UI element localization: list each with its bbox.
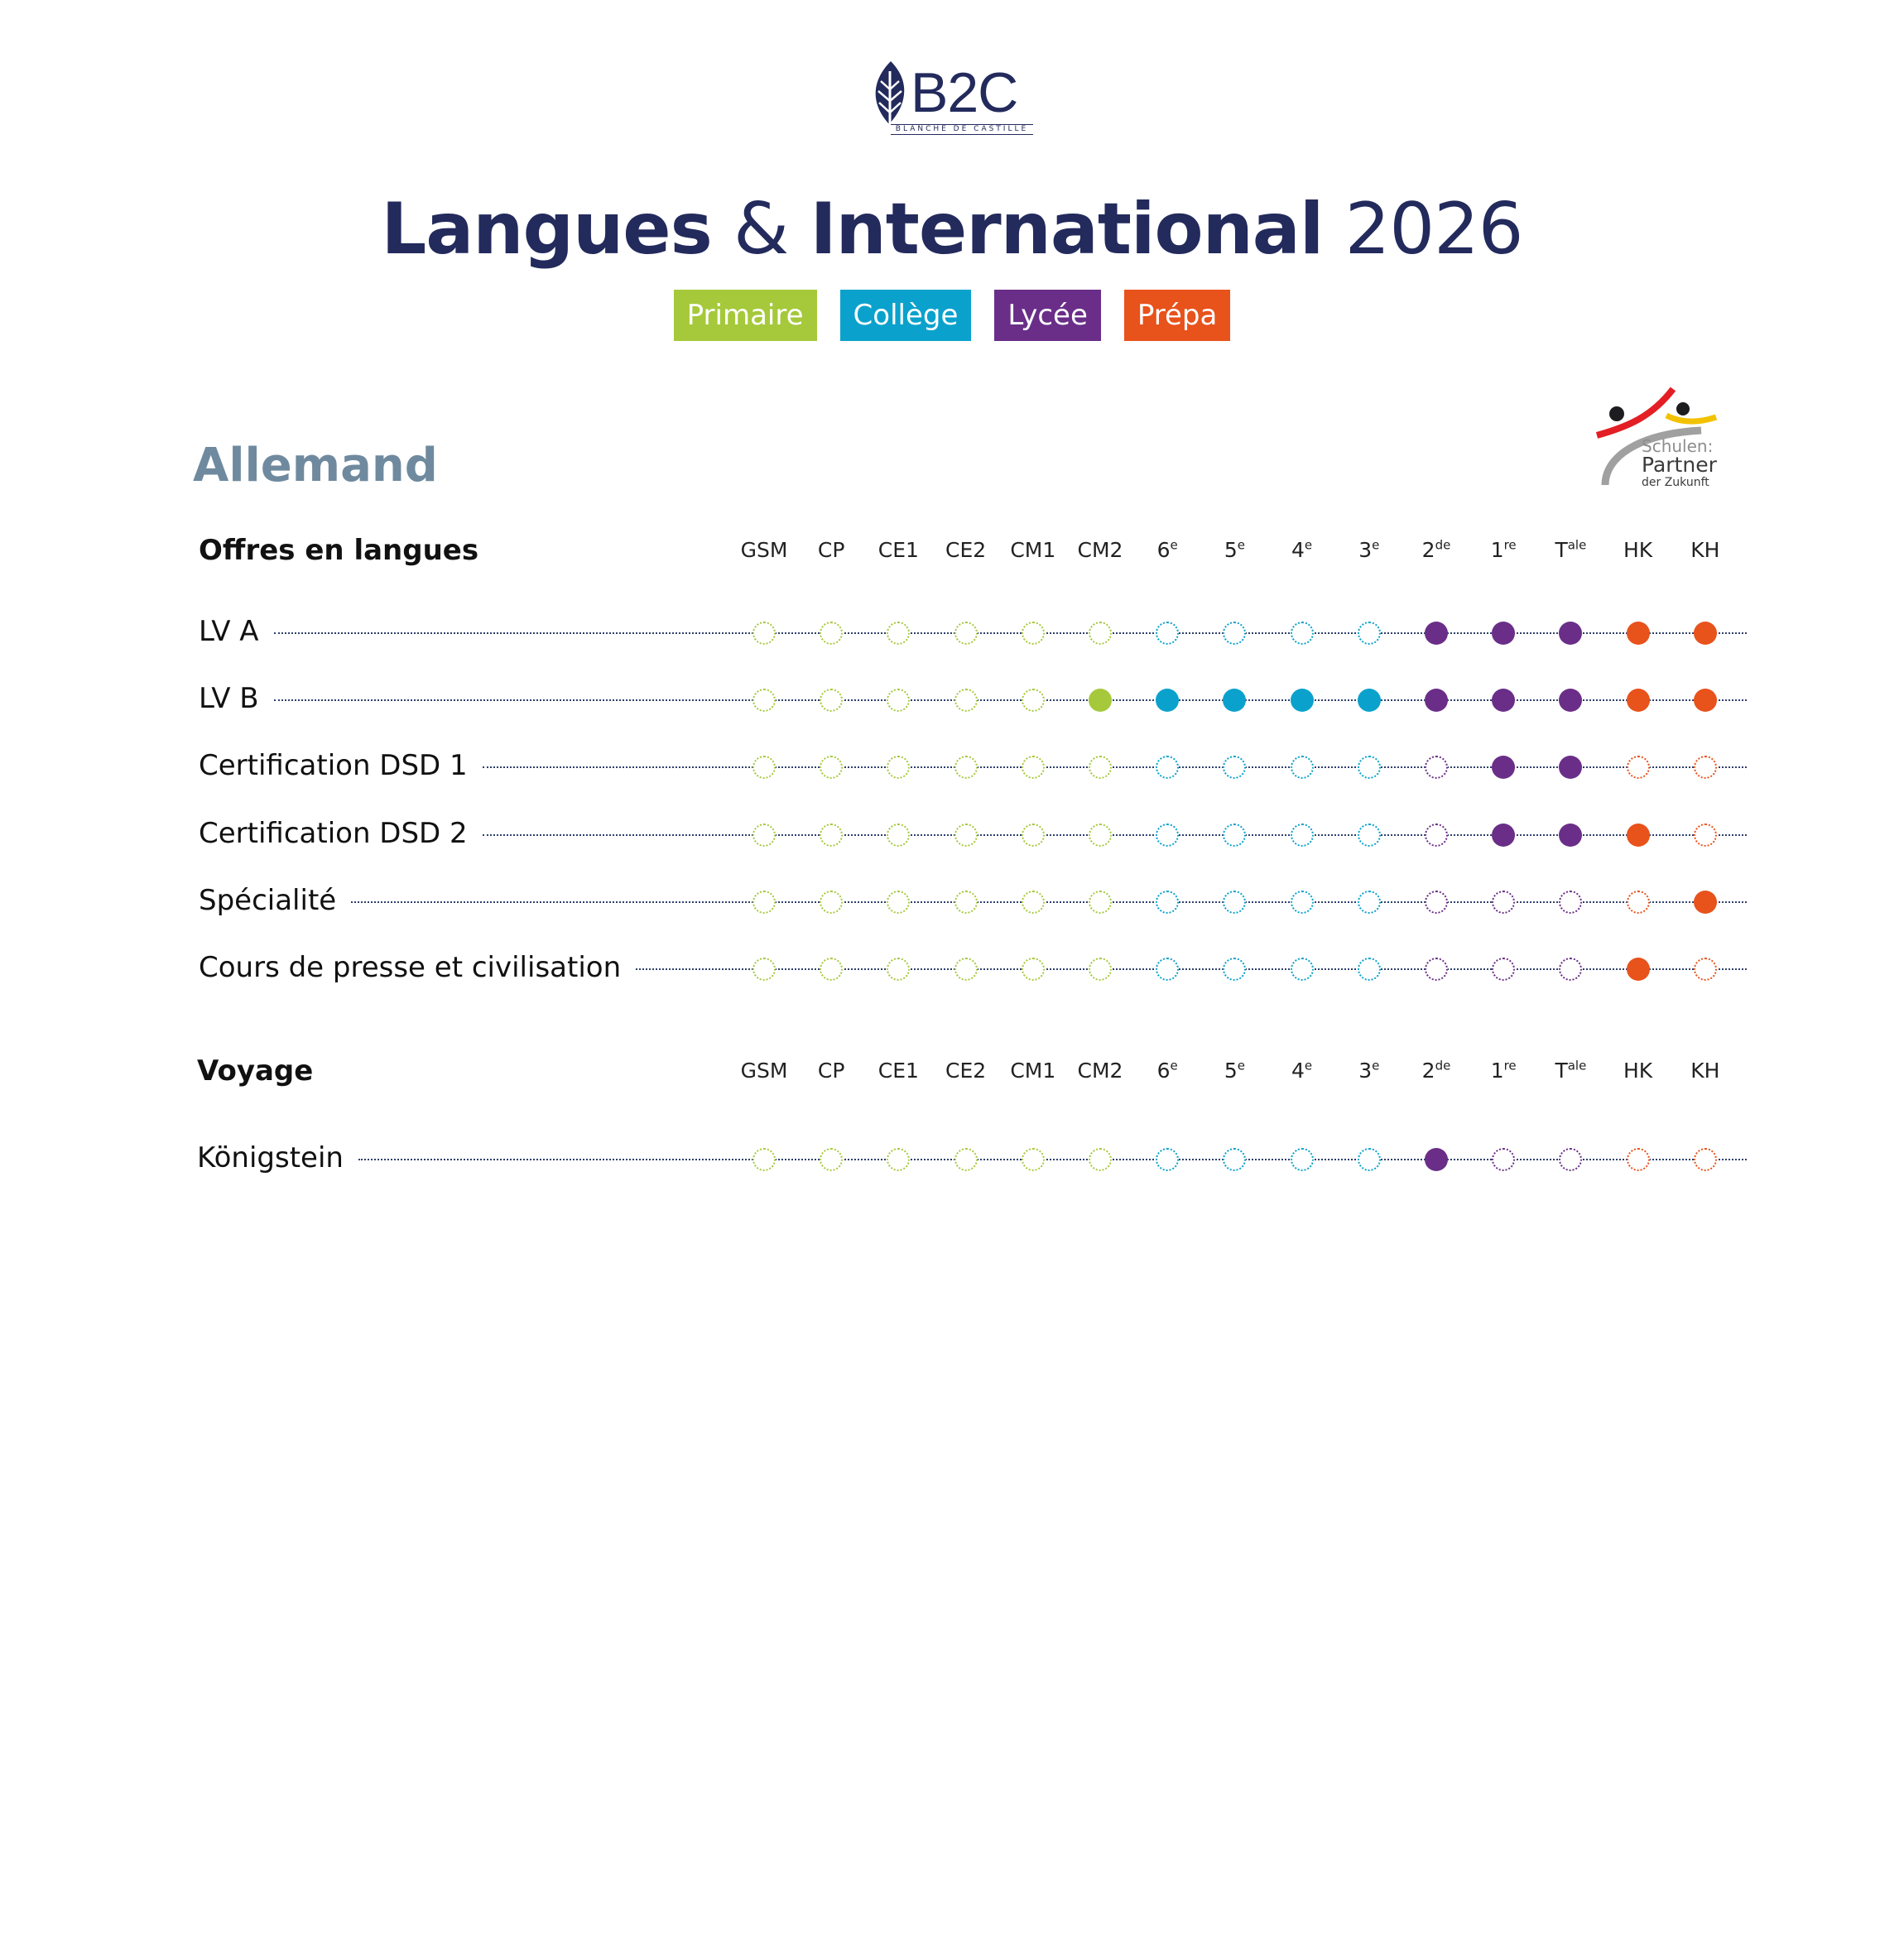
column-header-ce2 bbox=[929, 538, 1003, 563]
offered-dot bbox=[1425, 689, 1448, 712]
column-header-base: 2 bbox=[1421, 538, 1435, 562]
column-header-1re bbox=[1466, 1059, 1541, 1083]
not-offered-dot bbox=[1627, 891, 1650, 914]
not-offered-dot bbox=[1425, 958, 1448, 981]
column-header-base: 3 bbox=[1358, 1059, 1373, 1083]
not-offered-dot bbox=[820, 622, 843, 645]
table-heading: Voyage bbox=[197, 1054, 314, 1088]
offered-dot bbox=[1156, 689, 1179, 712]
column-header-4e bbox=[1265, 538, 1339, 563]
not-offered-dot bbox=[820, 958, 843, 981]
not-offered-dot bbox=[1425, 824, 1448, 847]
column-header-base: CE2 bbox=[945, 1059, 987, 1083]
column-header-kh bbox=[1668, 538, 1743, 563]
column-header-base: 5 bbox=[1224, 538, 1238, 562]
title-word-langues: Langues bbox=[381, 188, 712, 271]
offered-dot bbox=[1559, 824, 1582, 847]
not-offered-dot bbox=[1694, 1148, 1717, 1171]
not-offered-dot bbox=[1156, 622, 1179, 645]
offered-dot bbox=[1492, 689, 1515, 712]
not-offered-dot bbox=[1089, 622, 1112, 645]
not-offered-dot bbox=[752, 824, 776, 847]
column-header-sup: de bbox=[1435, 537, 1451, 553]
row-label: Königstein bbox=[197, 1141, 344, 1174]
row-label: LV A bbox=[199, 615, 259, 648]
not-offered-dot bbox=[1291, 824, 1314, 847]
column-header-kh bbox=[1668, 1059, 1743, 1083]
column-header-ce1 bbox=[861, 538, 935, 563]
badge-prpa: Prépa bbox=[1124, 290, 1230, 341]
column-header-sup: e bbox=[1304, 1058, 1313, 1073]
not-offered-dot bbox=[954, 891, 978, 914]
not-offered-dot bbox=[1627, 1148, 1650, 1171]
not-offered-dot bbox=[1358, 622, 1381, 645]
not-offered-dot bbox=[1089, 958, 1112, 981]
column-header-sup: e bbox=[1372, 537, 1380, 553]
cycle-legend bbox=[0, 290, 1904, 341]
not-offered-dot bbox=[1022, 622, 1045, 645]
not-offered-dot bbox=[1156, 891, 1179, 914]
column-header-cm2 bbox=[1063, 1059, 1137, 1083]
title-ampersand: & bbox=[733, 188, 789, 271]
column-header-base: HK bbox=[1623, 1059, 1653, 1083]
offered-dot bbox=[1694, 689, 1717, 712]
row-leader bbox=[358, 1159, 1747, 1160]
column-header-gsm bbox=[727, 538, 801, 563]
column-header-5e bbox=[1197, 538, 1272, 563]
not-offered-dot bbox=[1223, 891, 1246, 914]
offered-dot bbox=[1425, 622, 1448, 645]
not-offered-dot bbox=[752, 622, 776, 645]
not-offered-dot bbox=[1425, 756, 1448, 779]
offered-dot bbox=[1223, 689, 1246, 712]
column-header-base: CM2 bbox=[1077, 1059, 1123, 1083]
not-offered-dot bbox=[1559, 1148, 1582, 1171]
not-offered-dot bbox=[954, 756, 978, 779]
column-header-2de bbox=[1399, 538, 1474, 563]
not-offered-dot bbox=[954, 1148, 978, 1171]
not-offered-dot bbox=[1089, 756, 1112, 779]
not-offered-dot bbox=[1559, 891, 1582, 914]
offered-dot bbox=[1492, 622, 1515, 645]
not-offered-dot bbox=[1694, 958, 1717, 981]
not-offered-dot bbox=[1492, 891, 1515, 914]
column-header-base: GSM bbox=[740, 1059, 788, 1083]
column-header-6e bbox=[1130, 538, 1204, 563]
column-header-base: 1 bbox=[1490, 538, 1504, 562]
column-header-sup: e bbox=[1237, 537, 1245, 553]
column-header-base: 1 bbox=[1490, 1059, 1504, 1083]
partner-line-1: Schulen: bbox=[1642, 436, 1714, 456]
column-header-cp bbox=[794, 538, 868, 563]
column-header-sup: e bbox=[1170, 1058, 1178, 1073]
page-title bbox=[0, 184, 1904, 275]
row-leader bbox=[351, 901, 1747, 903]
column-header-sup: e bbox=[1372, 1058, 1380, 1073]
not-offered-dot bbox=[752, 958, 776, 981]
not-offered-dot bbox=[1156, 824, 1179, 847]
column-header-1re bbox=[1466, 538, 1541, 563]
column-header-base: 2 bbox=[1421, 1059, 1435, 1083]
offered-dot bbox=[1492, 756, 1515, 779]
table-heading: Offres en langues bbox=[199, 534, 479, 567]
offered-dot bbox=[1627, 622, 1650, 645]
not-offered-dot bbox=[1358, 958, 1381, 981]
column-header-base: T bbox=[1555, 538, 1568, 562]
offered-dot bbox=[1559, 689, 1582, 712]
not-offered-dot bbox=[1291, 891, 1314, 914]
column-header-base: 4 bbox=[1291, 1059, 1305, 1083]
row-leader bbox=[483, 766, 1747, 768]
not-offered-dot bbox=[887, 1148, 910, 1171]
not-offered-dot bbox=[1694, 824, 1717, 847]
column-header-tale bbox=[1533, 538, 1608, 563]
column-header-ce2 bbox=[929, 1059, 1003, 1083]
column-header-base: 5 bbox=[1224, 1059, 1238, 1083]
column-header-2de bbox=[1399, 1059, 1474, 1083]
not-offered-dot bbox=[954, 622, 978, 645]
offered-dot bbox=[1358, 689, 1381, 712]
column-header-base: KH bbox=[1690, 1059, 1720, 1083]
offered-dot bbox=[1425, 1148, 1448, 1171]
badge-collge: Collège bbox=[840, 290, 972, 341]
column-header-hk bbox=[1601, 1059, 1676, 1083]
not-offered-dot bbox=[887, 689, 910, 712]
not-offered-dot bbox=[1022, 756, 1045, 779]
column-header-5e bbox=[1197, 1059, 1272, 1083]
not-offered-dot bbox=[1089, 891, 1112, 914]
not-offered-dot bbox=[1358, 756, 1381, 779]
not-offered-dot bbox=[954, 689, 978, 712]
offered-dot bbox=[1627, 824, 1650, 847]
not-offered-dot bbox=[820, 824, 843, 847]
offered-dot bbox=[1627, 958, 1650, 981]
column-header-base: CE1 bbox=[877, 538, 919, 562]
column-header-base: T bbox=[1555, 1059, 1568, 1083]
not-offered-dot bbox=[1223, 958, 1246, 981]
column-header-base: CE1 bbox=[877, 1059, 919, 1083]
partner-line-2: Partner bbox=[1642, 453, 1717, 477]
title-word-international: International bbox=[810, 188, 1324, 271]
not-offered-dot bbox=[954, 824, 978, 847]
partner-logo bbox=[1594, 387, 1734, 495]
column-header-sup: ale bbox=[1567, 1058, 1587, 1073]
not-offered-dot bbox=[1022, 824, 1045, 847]
not-offered-dot bbox=[752, 756, 776, 779]
column-header-base: 6 bbox=[1156, 538, 1171, 562]
badge-lyce: Lycée bbox=[994, 290, 1100, 341]
leaf-icon bbox=[868, 60, 914, 131]
not-offered-dot bbox=[1022, 891, 1045, 914]
not-offered-dot bbox=[820, 1148, 843, 1171]
not-offered-dot bbox=[820, 689, 843, 712]
not-offered-dot bbox=[887, 622, 910, 645]
column-header-sup: e bbox=[1170, 537, 1178, 553]
column-header-base: KH bbox=[1690, 538, 1720, 562]
column-header-base: CM1 bbox=[1010, 1059, 1056, 1083]
not-offered-dot bbox=[887, 958, 910, 981]
column-header-sup: re bbox=[1503, 1058, 1517, 1073]
row-leader bbox=[483, 834, 1747, 836]
row-leader bbox=[274, 632, 1747, 634]
not-offered-dot bbox=[887, 891, 910, 914]
column-header-4e bbox=[1265, 1059, 1339, 1083]
not-offered-dot bbox=[1358, 1148, 1381, 1171]
not-offered-dot bbox=[752, 689, 776, 712]
offered-dot bbox=[1492, 824, 1515, 847]
row-label: Certification DSD 1 bbox=[199, 749, 468, 783]
logo-wordmark: B2C bbox=[911, 61, 1018, 124]
column-header-sup: ale bbox=[1567, 537, 1587, 553]
not-offered-dot bbox=[1425, 891, 1448, 914]
row-label: Spécialité bbox=[199, 883, 337, 917]
badge-primaire: Primaire bbox=[674, 290, 817, 341]
not-offered-dot bbox=[1156, 958, 1179, 981]
not-offered-dot bbox=[752, 891, 776, 914]
column-header-cp bbox=[794, 1059, 868, 1083]
column-header-base: CP bbox=[817, 1059, 845, 1083]
partner-line-3: der Zukunft bbox=[1642, 476, 1709, 489]
column-header-base: GSM bbox=[740, 538, 788, 562]
not-offered-dot bbox=[1291, 958, 1314, 981]
not-offered-dot bbox=[1156, 756, 1179, 779]
column-header-6e bbox=[1130, 1059, 1204, 1083]
not-offered-dot bbox=[1223, 756, 1246, 779]
offered-dot bbox=[1694, 622, 1717, 645]
row-label: LV B bbox=[199, 682, 259, 716]
column-header-sup: e bbox=[1304, 537, 1313, 553]
not-offered-dot bbox=[1291, 622, 1314, 645]
not-offered-dot bbox=[1358, 824, 1381, 847]
not-offered-dot bbox=[887, 824, 910, 847]
column-header-cm2 bbox=[1063, 538, 1137, 563]
section-title: Allemand bbox=[193, 439, 438, 492]
not-offered-dot bbox=[954, 958, 978, 981]
not-offered-dot bbox=[1089, 1148, 1112, 1171]
title-year: 2026 bbox=[1344, 188, 1523, 271]
column-header-base: HK bbox=[1623, 538, 1653, 562]
not-offered-dot bbox=[1156, 1148, 1179, 1171]
not-offered-dot bbox=[1291, 1148, 1314, 1171]
not-offered-dot bbox=[1223, 622, 1246, 645]
not-offered-dot bbox=[1559, 958, 1582, 981]
not-offered-dot bbox=[1627, 756, 1650, 779]
offered-dot bbox=[1559, 622, 1582, 645]
not-offered-dot bbox=[1022, 689, 1045, 712]
b2c-logo bbox=[861, 58, 1051, 141]
column-header-base: 4 bbox=[1291, 538, 1305, 562]
not-offered-dot bbox=[1223, 1148, 1246, 1171]
offered-dot bbox=[1291, 689, 1314, 712]
not-offered-dot bbox=[1358, 891, 1381, 914]
not-offered-dot bbox=[1291, 756, 1314, 779]
column-header-base: CE2 bbox=[945, 538, 987, 562]
column-header-ce1 bbox=[861, 1059, 935, 1083]
column-header-gsm bbox=[727, 1059, 801, 1083]
column-header-3e bbox=[1332, 538, 1406, 563]
column-header-base: CM2 bbox=[1077, 538, 1123, 562]
not-offered-dot bbox=[1492, 958, 1515, 981]
column-header-3e bbox=[1332, 1059, 1406, 1083]
column-header-base: 3 bbox=[1358, 538, 1373, 562]
not-offered-dot bbox=[1223, 824, 1246, 847]
offered-dot bbox=[1627, 689, 1650, 712]
column-header-base: CM1 bbox=[1010, 538, 1056, 562]
not-offered-dot bbox=[1492, 1148, 1515, 1171]
not-offered-dot bbox=[820, 891, 843, 914]
offered-dot bbox=[1559, 756, 1582, 779]
column-header-sup: de bbox=[1435, 1058, 1451, 1073]
offered-dot bbox=[1694, 891, 1717, 914]
not-offered-dot bbox=[1022, 958, 1045, 981]
column-header-hk bbox=[1601, 538, 1676, 563]
column-header-sup: e bbox=[1237, 1058, 1245, 1073]
column-header-sup: re bbox=[1503, 537, 1517, 553]
column-header-base: CP bbox=[817, 538, 845, 562]
column-header-cm1 bbox=[996, 538, 1070, 563]
not-offered-dot bbox=[887, 756, 910, 779]
column-header-tale bbox=[1533, 1059, 1608, 1083]
row-leader bbox=[274, 699, 1747, 701]
offered-dot bbox=[1089, 689, 1112, 712]
logo-subtitle: BLANCHE DE CASTILLE bbox=[891, 124, 1033, 135]
row-label: Cours de presse et civilisation bbox=[199, 951, 622, 984]
column-header-cm1 bbox=[996, 1059, 1070, 1083]
column-header-base: 6 bbox=[1156, 1059, 1171, 1083]
row-label: Certification DSD 2 bbox=[199, 816, 468, 850]
not-offered-dot bbox=[752, 1148, 776, 1171]
not-offered-dot bbox=[1022, 1148, 1045, 1171]
not-offered-dot bbox=[1089, 824, 1112, 847]
not-offered-dot bbox=[820, 756, 843, 779]
not-offered-dot bbox=[1694, 756, 1717, 779]
